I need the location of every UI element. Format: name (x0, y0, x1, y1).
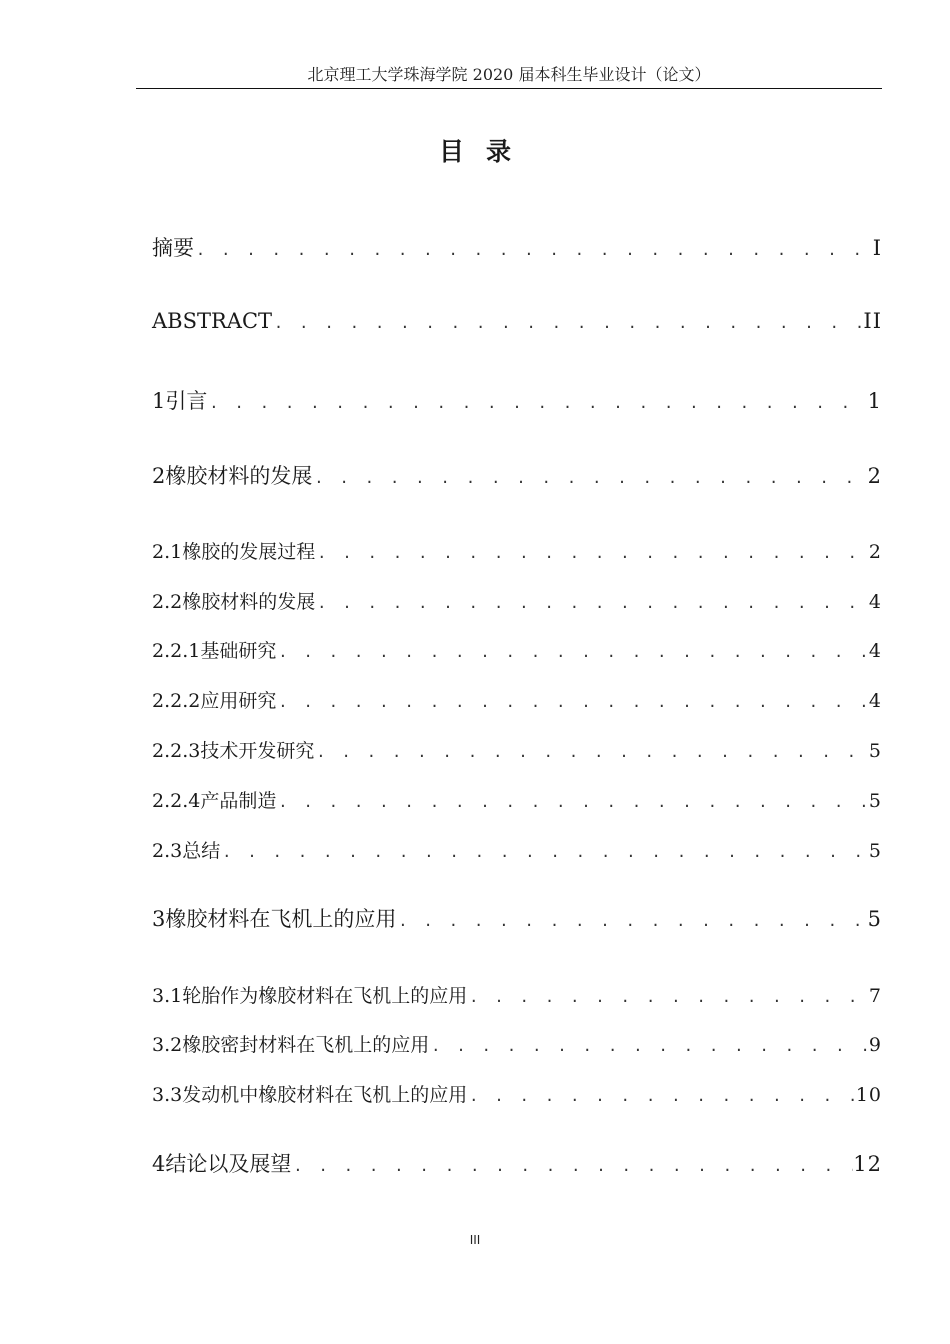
toc-entry-label: 引言 (165, 389, 208, 413)
toc-entry-label: 产品制造 (200, 790, 277, 812)
running-header: 北京理工大学珠海学院 2020 届本科生毕业设计（论文） (307, 65, 711, 84)
dot-leader (276, 693, 869, 711)
dot-leader (315, 594, 869, 612)
toc-entry-page: 10 (855, 1084, 882, 1106)
dot-leader (194, 241, 873, 259)
page-number: III (469, 1233, 481, 1247)
toc-entry-page: 2 (868, 541, 882, 563)
dot-leader (276, 793, 869, 811)
toc-entry-number: 3 (152, 907, 166, 931)
toc-entry-number: 4 (152, 1152, 166, 1176)
dot-leader (220, 843, 869, 861)
dot-leader (312, 469, 867, 487)
dot-leader (314, 743, 869, 761)
toc-entry-number: 2.3 (152, 840, 183, 862)
toc-entry-number: 2.2.3 (152, 740, 201, 762)
toc-entry-page: 5 (868, 790, 882, 812)
header-rule (136, 88, 882, 89)
toc-entry-2-2-1[interactable] (152, 636, 882, 663)
toc-entry-2-2-3[interactable] (152, 736, 882, 763)
toc-entry-2-2[interactable] (152, 587, 882, 614)
toc-entry-label: 橡胶材料的发展 (165, 464, 313, 488)
toc-entry-label: 总结 (182, 840, 221, 862)
toc-entry-page: 4 (868, 591, 882, 613)
dot-leader (467, 1087, 856, 1105)
dot-leader (396, 912, 867, 930)
toc-entry-abstract-cn[interactable] (152, 232, 882, 262)
toc-entry-page: 5 (868, 840, 882, 862)
toc-entry-page: 5 (868, 740, 882, 762)
toc-entry-number: 3.2 (152, 1034, 183, 1056)
toc-entry-label: 橡胶的发展过程 (182, 541, 316, 563)
dot-leader (276, 643, 869, 661)
toc-entry-chapter-2[interactable] (152, 460, 882, 490)
toc-entry-number: 3.1 (152, 985, 183, 1007)
dot-leader (207, 394, 867, 412)
toc-entry-page: I (872, 236, 882, 260)
toc-entry-label: 橡胶密封材料在飞机上的应用 (182, 1034, 430, 1056)
toc-entry-page: 2 (867, 464, 882, 488)
dot-leader (291, 1157, 853, 1175)
toc-entry-3-2[interactable] (152, 1030, 882, 1057)
toc-entry-page: 1 (867, 389, 882, 413)
toc-entry-label: 基础研究 (200, 640, 277, 662)
toc-entry-chapter-4[interactable] (152, 1148, 882, 1178)
toc-entry-chapter-3[interactable] (152, 903, 882, 933)
toc-entry-number: 2.1 (152, 541, 183, 563)
toc-entry-label: 发动机中橡胶材料在飞机上的应用 (182, 1084, 468, 1106)
toc-entry-label: 应用研究 (200, 690, 277, 712)
toc-entry-number: 2.2.1 (152, 640, 201, 662)
toc-entry-label: 摘要 (152, 236, 194, 260)
dot-leader (429, 1037, 869, 1055)
toc-entry-label: 技术开发研究 (200, 740, 315, 762)
toc-entry-2-2-2[interactable] (152, 686, 882, 713)
toc-entry-abstract-en[interactable] (152, 309, 882, 333)
dot-leader (272, 314, 863, 332)
toc-entry-label: ABSTRACT (152, 309, 273, 333)
toc-entry-page: 12 (853, 1152, 882, 1176)
dot-leader (315, 544, 869, 562)
toc-entry-label: 橡胶材料在飞机上的应用 (165, 907, 397, 931)
toc-entry-2-2-4[interactable] (152, 786, 882, 813)
toc-entry-label: 结论以及展望 (165, 1152, 292, 1176)
toc-entry-3-1[interactable] (152, 981, 882, 1008)
toc-entry-page: 5 (867, 907, 882, 931)
toc-entry-number: 2.2.2 (152, 690, 201, 712)
toc-entry-2-1[interactable] (152, 537, 882, 564)
toc-entry-number: 2 (152, 464, 166, 488)
toc-entry-2-3[interactable] (152, 836, 882, 863)
toc-entry-label: 橡胶材料的发展 (182, 591, 316, 613)
toc-entry-label: 轮胎作为橡胶材料在飞机上的应用 (182, 985, 468, 1007)
dot-leader (467, 988, 869, 1006)
toc-entry-number: 2.2 (152, 591, 183, 613)
toc-entry-number: 3.3 (152, 1084, 183, 1106)
toc-entry-page: 4 (868, 640, 882, 662)
toc-entry-3-3[interactable] (152, 1080, 882, 1107)
toc-title: 目录 (438, 137, 533, 166)
toc-entry-number: 1 (152, 389, 166, 413)
toc-entry-page: 7 (868, 985, 882, 1007)
toc-entry-chapter-1[interactable] (152, 385, 882, 415)
toc-entry-number: 2.2.4 (152, 790, 201, 812)
toc-entry-page: 9 (868, 1034, 882, 1056)
toc-entry-page: II (863, 309, 882, 333)
toc-entry-page: 4 (868, 690, 882, 712)
